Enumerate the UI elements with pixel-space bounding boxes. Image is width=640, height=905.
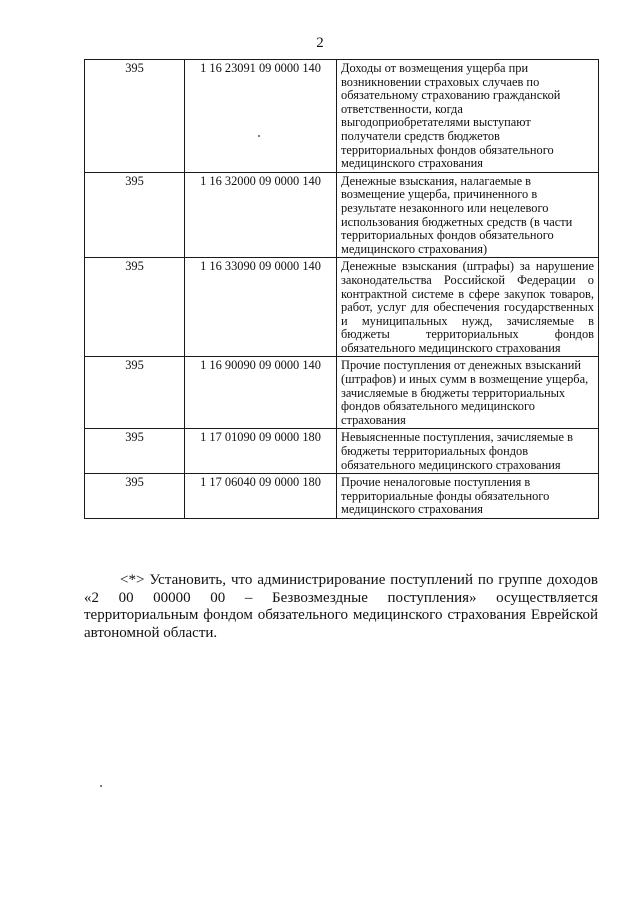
income-name-cell: Прочие поступления от денежных взысканий (штрафов) и иных сумм в возмещение ущерба, зачисляемые в бюджеты территориальных фондов обязательного медицинского страхования <box>337 357 599 429</box>
income-code-cell: 1 17 06040 09 0000 180 <box>185 474 337 519</box>
page-number: 2 <box>316 35 324 51</box>
table-row <box>85 60 599 173</box>
income-name-cell: Денежные взыскания (штрафы) за нарушение законодательства Российской Федерации о контрактной системе в сфере закупок товаров, работ, услуг для обеспечения государственных и муниципальных нужд, зачисляемые в бюджеты территориальных фондов обязательного медицинского страхования <box>337 258 599 357</box>
admin-code-cell: 395 <box>85 357 185 429</box>
income-name-cell: Невыясненные поступления, зачисляемые в бюджеты территориальных фондов обязательного медицинского страхования <box>337 429 599 474</box>
admin-code-cell: 395 <box>85 258 185 357</box>
income-codes-table <box>84 59 599 519</box>
income-code-cell: 1 16 33090 09 0000 140 <box>185 258 337 357</box>
scan-speck <box>100 785 102 787</box>
table-row <box>85 474 599 519</box>
admin-code-cell: 395 <box>85 429 185 474</box>
income-name-cell: Доходы от возмещения ущерба при возникновении страховых случаев по обязательному страхованию гражданской ответственности, когда выгодоприобретателями выступают получатели средств бюджетов территориальных фондов обязательного медицинского страхования <box>337 60 599 173</box>
admin-code-cell: 395 <box>85 474 185 519</box>
admin-code-cell: 395 <box>85 172 185 258</box>
income-name-cell: Денежные взыскания, налагаемые в возмещение ущерба, причиненного в результате незаконного или нецелевого использования бюджетных средств (в части территориальных фондов обязательного медицинского страхования) <box>337 172 599 258</box>
income-code-cell: 1 16 23091 09 0000 140 <box>185 60 337 173</box>
table-row <box>85 172 599 258</box>
income-code-cell: 1 17 01090 09 0000 180 <box>185 429 337 474</box>
table-row <box>85 429 599 474</box>
table-row <box>85 357 599 429</box>
footnote-paragraph: <*> Установить, что администрирование поступлений по группе доходов «2 00 00000 00 – Безвозмездные поступления» осуществляется территориальным фондом обязательного медицинского страхования Еврейской автономной области. <box>84 572 598 641</box>
scan-speck <box>258 135 260 137</box>
income-name-cell: Прочие неналоговые поступления в территориальные фонды обязательного медицинского страхования <box>337 474 599 519</box>
income-code-cell: 1 16 32000 09 0000 140 <box>185 172 337 258</box>
table-row <box>85 258 599 357</box>
income-code-cell: 1 16 90090 09 0000 140 <box>185 357 337 429</box>
admin-code-cell: 395 <box>85 60 185 173</box>
